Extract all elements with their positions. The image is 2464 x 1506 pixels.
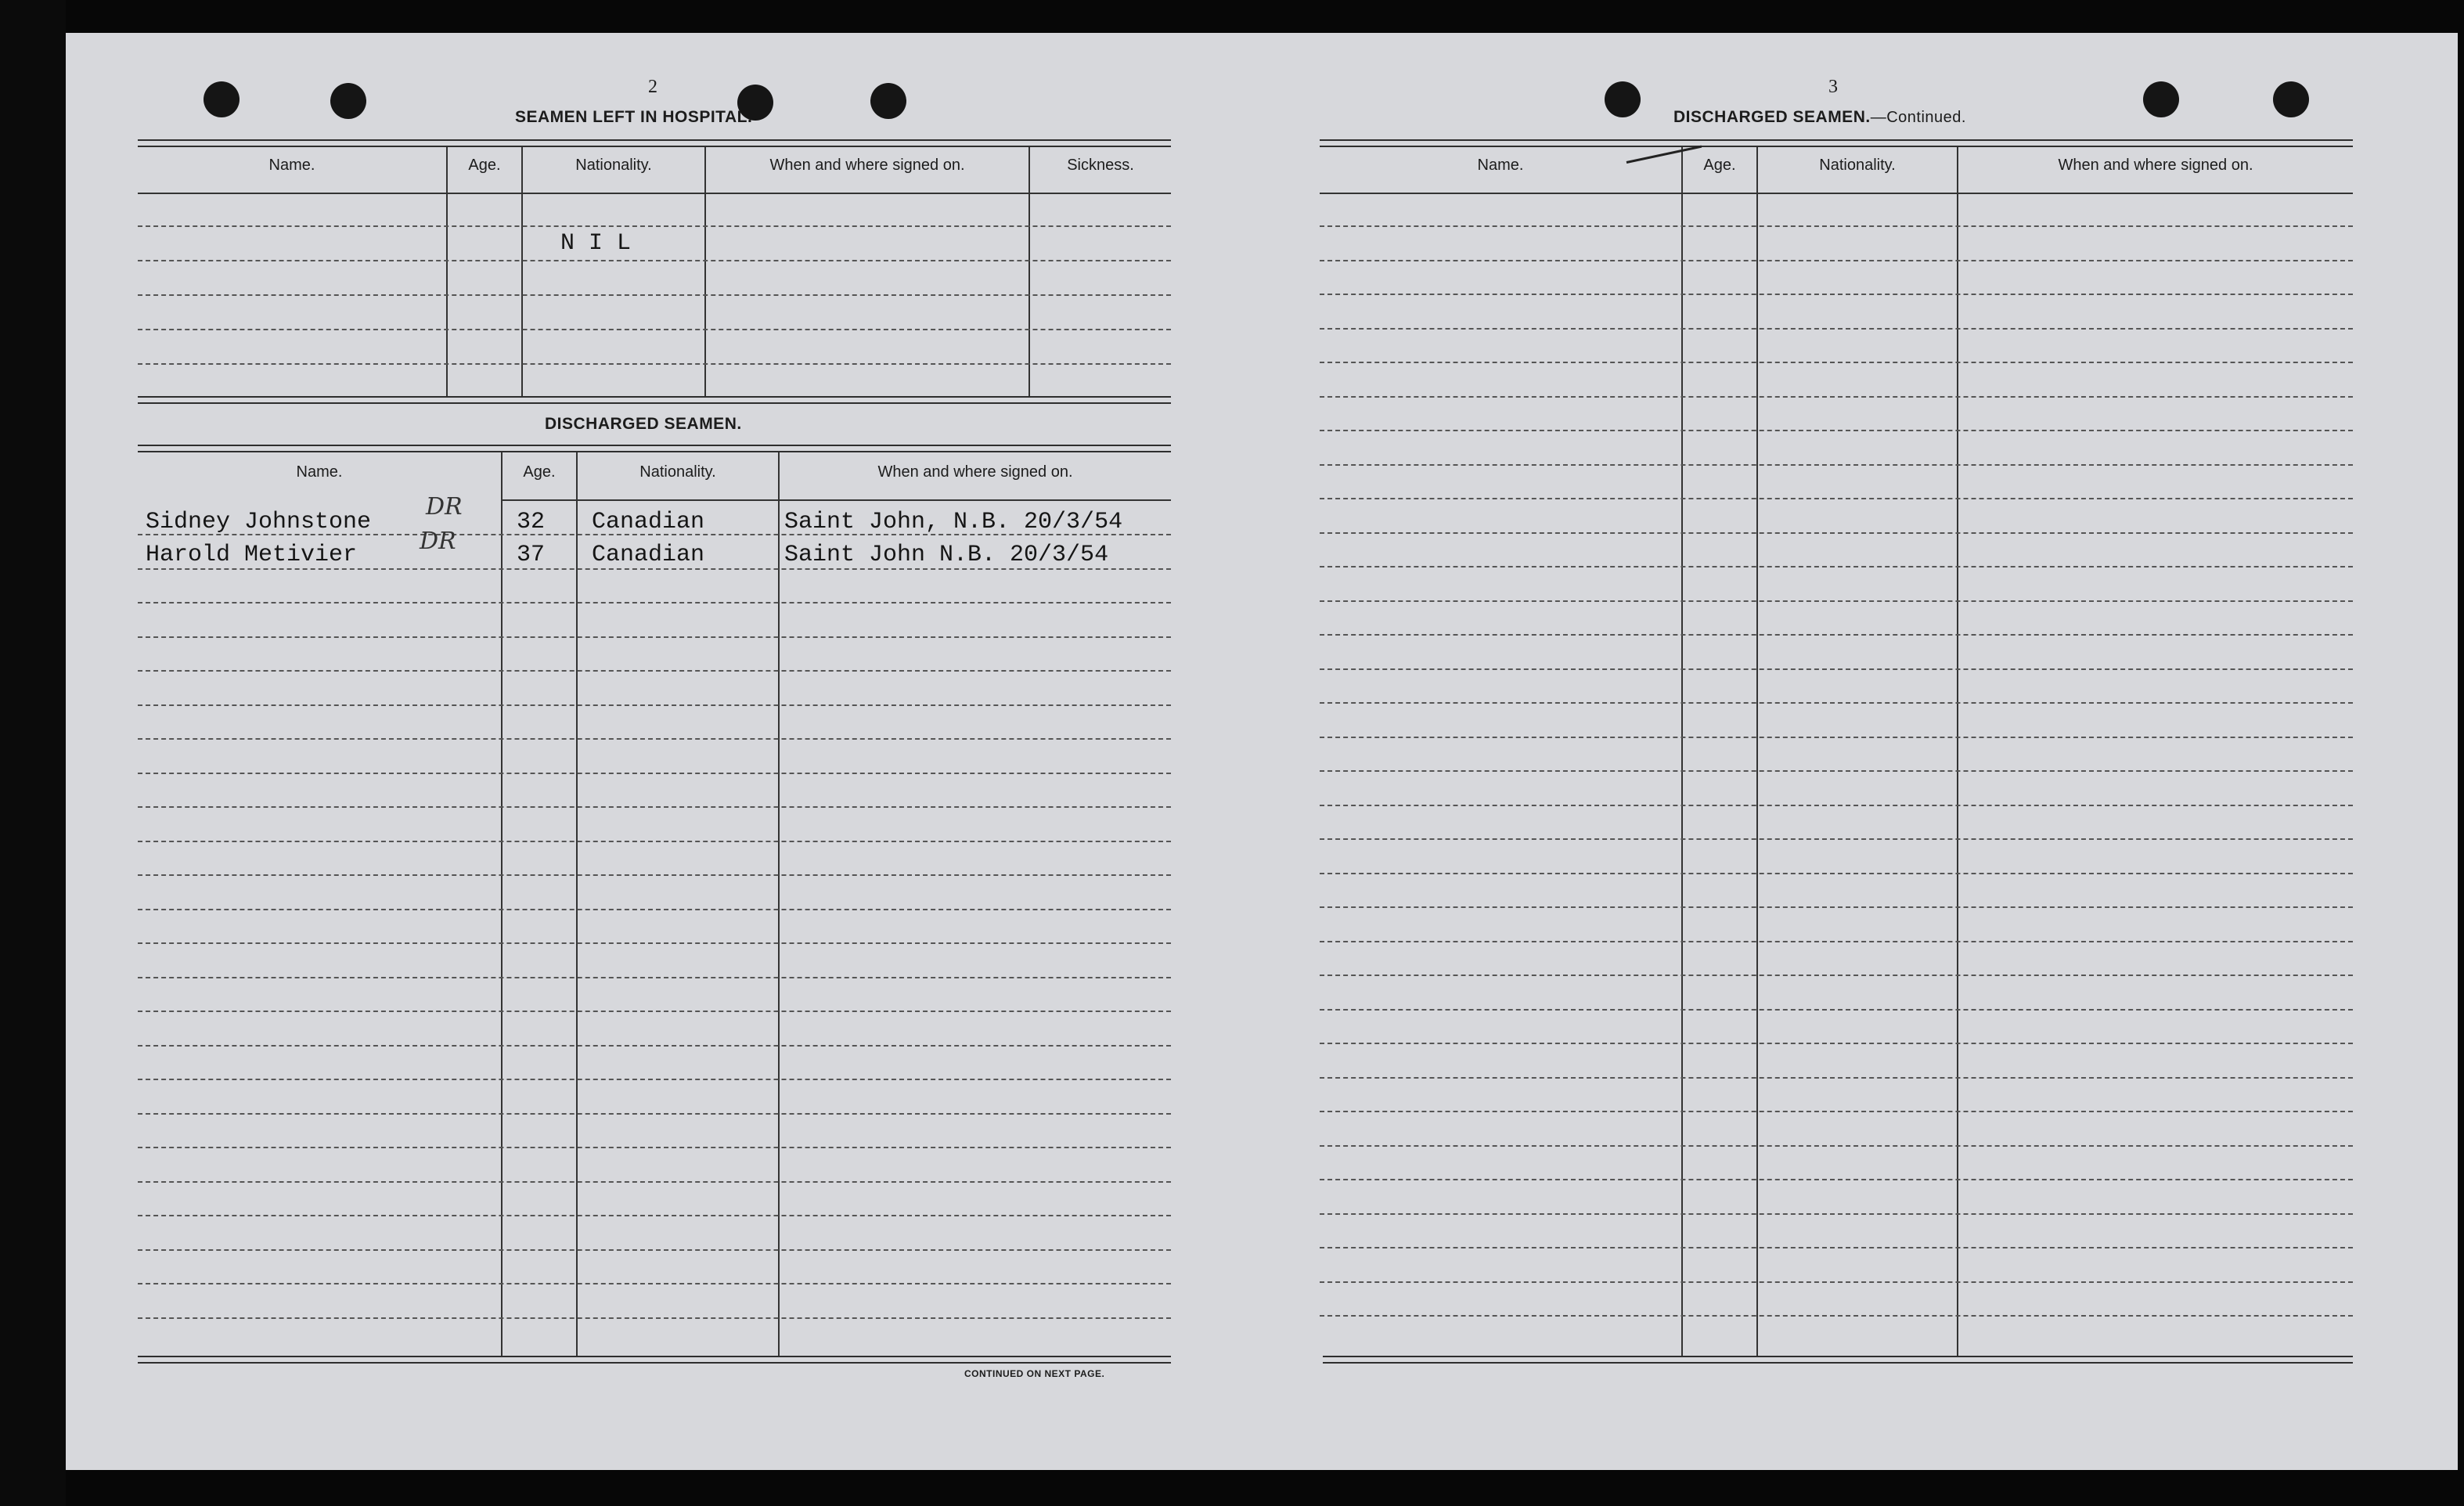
row-2-name: Harold Metivier <box>146 542 358 568</box>
ruled-line <box>138 806 1171 808</box>
ruled-line <box>1320 1145 2353 1147</box>
header-underline <box>138 193 1171 194</box>
punch-hole <box>2273 81 2309 117</box>
right-title-suffix: —Continued. <box>1870 109 1966 126</box>
ruled-line <box>138 1317 1171 1319</box>
ruled-line <box>1320 1213 2353 1215</box>
column-divider <box>446 147 448 396</box>
column-divider <box>576 452 578 1357</box>
page-number-left: 2 <box>648 77 657 97</box>
ruled-line <box>1320 362 2353 363</box>
ruled-line <box>1320 770 2353 772</box>
row-1-mark: DR <box>426 493 463 521</box>
discharged-header-signed-on: When and where signed on. <box>877 463 1073 481</box>
hospital-header-sickness: Sickness. <box>1067 157 1134 174</box>
ruled-line <box>1320 328 2353 330</box>
ruled-line <box>1320 396 2353 398</box>
column-divider <box>1028 147 1030 396</box>
ruled-line <box>1320 532 2353 534</box>
ruled-line <box>138 738 1171 740</box>
ruled-line <box>1320 498 2353 499</box>
right-header-nationality: Nationality. <box>1819 157 1896 174</box>
hospital-header-signed-on: When and where signed on. <box>769 157 965 174</box>
right-title-main: DISCHARGED SEAMEN. <box>1673 108 1871 126</box>
discharged-header-nationality: Nationality. <box>639 463 716 481</box>
column-divider <box>501 452 503 1357</box>
ruled-line <box>1320 1247 2353 1248</box>
column-divider <box>521 147 523 396</box>
continued-footer: CONTINUED ON NEXT PAGE. <box>964 1368 1105 1379</box>
ruled-line <box>1320 906 2353 908</box>
ruled-line <box>1320 1043 2353 1044</box>
right-header-age: Age. <box>1703 157 1736 174</box>
ruled-line <box>138 363 1171 365</box>
header-rule <box>138 445 1171 452</box>
ruled-line <box>138 1181 1171 1183</box>
hospital-header-name: Name. <box>268 157 315 174</box>
hospital-section-title: SEAMEN LEFT IN HOSPITAL. <box>515 108 753 126</box>
header-rule <box>138 139 1171 147</box>
row-2-nationality: Canadian <box>592 542 705 568</box>
punch-hole <box>204 81 240 117</box>
row-1-age: 32 <box>517 509 546 535</box>
ruled-line <box>138 704 1171 706</box>
ruled-line <box>138 773 1171 774</box>
punch-hole <box>330 83 366 119</box>
right-page-title <box>1673 108 1966 127</box>
page-number-right: 3 <box>1828 77 1838 97</box>
table-bottom-rule <box>1323 1356 2353 1364</box>
ruled-line <box>1320 430 2353 431</box>
ruled-line <box>1320 464 2353 466</box>
ruled-line <box>138 1011 1171 1012</box>
ruled-line <box>138 1147 1171 1148</box>
ruled-line <box>138 670 1171 672</box>
punch-hole <box>1605 81 1641 117</box>
document-sheet <box>66 33 2458 1470</box>
row-1-nationality: Canadian <box>592 509 705 535</box>
discharged-header-age: Age. <box>523 463 556 481</box>
row-1-name: Sidney Johnstone <box>146 509 372 535</box>
table-bottom-rule <box>138 1356 1171 1364</box>
ruled-line <box>1320 1179 2353 1180</box>
ruled-line <box>1320 566 2353 567</box>
right-header-signed-on: When and where signed on. <box>2058 157 2253 174</box>
ruled-line <box>1320 225 2353 227</box>
ruled-line <box>1320 1111 2353 1112</box>
ruled-line <box>1320 805 2353 806</box>
discharged-section-title: DISCHARGED SEAMEN. <box>545 415 742 433</box>
hospital-header-nationality: Nationality. <box>575 157 652 174</box>
ruled-line <box>1320 975 2353 976</box>
ruled-line <box>138 1045 1171 1047</box>
ruled-line <box>138 1249 1171 1251</box>
ruled-line <box>138 636 1171 638</box>
ruled-line <box>1320 737 2353 738</box>
discharged-header-name: Name. <box>296 463 343 481</box>
ruled-line <box>1320 702 2353 704</box>
punch-hole <box>870 83 906 119</box>
ruled-line <box>138 260 1171 261</box>
row-2-mark: DR <box>420 528 456 555</box>
ruled-line <box>138 294 1171 296</box>
ruled-line <box>1320 873 2353 874</box>
ruled-line <box>138 942 1171 944</box>
ruled-line <box>1320 600 2353 602</box>
ruled-line <box>1320 1077 2353 1079</box>
ruled-line <box>1320 668 2353 670</box>
ruled-line <box>1320 634 2353 636</box>
ruled-line <box>1320 260 2353 261</box>
ruled-line <box>1320 941 2353 942</box>
ruled-line <box>138 1079 1171 1080</box>
row-1-signed-on: Saint John, N.B. 20/3/54 <box>784 509 1123 535</box>
right-header-name: Name. <box>1477 157 1524 174</box>
scan-border <box>0 0 66 1506</box>
ruled-line <box>138 602 1171 603</box>
ruled-line <box>138 909 1171 910</box>
ruled-line <box>138 329 1171 330</box>
section-rule <box>138 396 1171 404</box>
ruled-line <box>138 1113 1171 1115</box>
ruled-line <box>1320 838 2353 840</box>
ruled-line <box>1320 1315 2353 1317</box>
column-divider <box>778 452 780 1357</box>
ruled-line <box>138 225 1171 227</box>
ruled-line <box>138 977 1171 978</box>
ruled-line <box>138 1283 1171 1284</box>
row-2-age: 37 <box>517 542 546 568</box>
ruled-line <box>138 841 1171 842</box>
column-divider <box>704 147 706 396</box>
ruled-line <box>1320 1281 2353 1283</box>
header-underline <box>501 499 1171 501</box>
hospital-nil-entry: N I L <box>560 230 632 257</box>
header-underline <box>1320 193 2353 194</box>
hospital-header-age: Age. <box>468 157 501 174</box>
header-rule <box>1320 139 2353 147</box>
ruled-line <box>1320 294 2353 295</box>
row-2-signed-on: Saint John N.B. 20/3/54 <box>784 542 1109 568</box>
punch-hole <box>2143 81 2179 117</box>
ruled-line <box>1320 1009 2353 1011</box>
ruled-line <box>138 874 1171 876</box>
ruled-line <box>138 1215 1171 1216</box>
